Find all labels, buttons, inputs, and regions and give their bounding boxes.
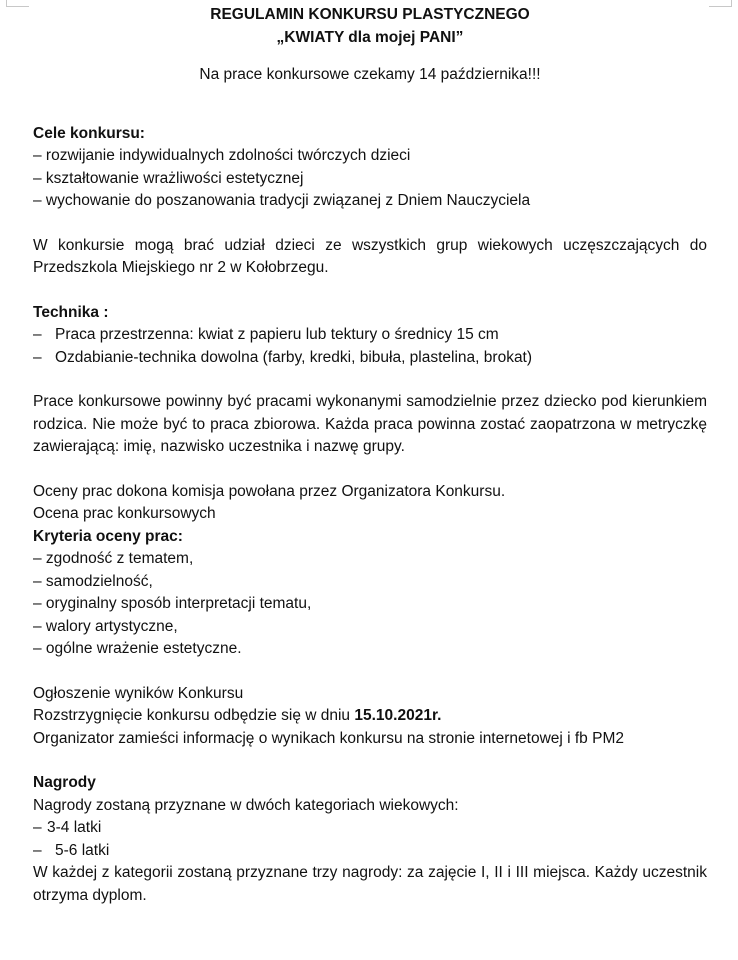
criteria-list bbox=[33, 548, 707, 661]
technique-item bbox=[33, 324, 707, 347]
list-dash: – bbox=[33, 348, 42, 366]
list-dash: – bbox=[33, 326, 42, 343]
goal-item: – wychowanie do poszanowania tradycji związanej z Dniem Nauczyciela bbox=[33, 192, 531, 209]
results-heading: Ogłoszenie wyników Konkursu bbox=[33, 684, 244, 702]
technique-item-text: Praca przestrzenna: kwiat z papieru lub tektury o średnicy 15 cm bbox=[55, 326, 499, 343]
technique-section bbox=[33, 302, 707, 370]
eligibility-paragraph: W konkursie mogą brać udział dzieci ze wszystkich grup wiekowych uczęszczających do Przedszkola Miejskiego nr 2 w Kołobrzegu. bbox=[33, 236, 707, 276]
page-corner-mark-right bbox=[709, 0, 732, 7]
criteria-item: – walory artystyczne, bbox=[33, 617, 178, 635]
criteria-item: – samodzielność, bbox=[33, 572, 153, 590]
criteria-item: – ogólne wrażenie estetyczne. bbox=[33, 640, 242, 657]
evaluation-committee-line: Oceny prac dokona komisja powołana przez Organizatora Konkursu. bbox=[33, 482, 506, 500]
document-page bbox=[33, 4, 707, 907]
results-date: 15.10.2021r. bbox=[354, 707, 442, 724]
results-info: Organizator zamieści informację o wynikach konkursu na stronie internetowej i fb PM2 bbox=[33, 729, 624, 747]
goals-list bbox=[33, 145, 707, 213]
award-category-item bbox=[33, 840, 707, 863]
list-dash: – bbox=[33, 819, 42, 836]
document-title: REGULAMIN KONKURSU PLASTYCZNEGO bbox=[210, 6, 530, 23]
list-dash: – bbox=[33, 841, 42, 859]
awards-closing-paragraph: W każdej z kategorii zostaną przyznane trzy nagrody: za zajęcie I, II i III miejsca. Każdy uczestnik otrzyma dyplom. bbox=[33, 864, 707, 904]
technique-list bbox=[33, 324, 707, 369]
goals-heading: Cele konkursu: bbox=[33, 124, 145, 142]
awards-heading: Nagrody bbox=[33, 774, 96, 791]
results-date-prefix: Rozstrzygnięcie konkursu odbędzie się w dniu bbox=[33, 707, 355, 724]
technique-item bbox=[33, 347, 707, 370]
award-categories-list bbox=[33, 817, 707, 862]
awards-section bbox=[33, 772, 707, 907]
awards-intro: Nagrody zostaną przyznane w dwóch kategoriach wiekowych: bbox=[33, 796, 459, 814]
goal-item: – rozwijanie indywidualnych zdolności twórczych dzieci bbox=[33, 147, 411, 164]
criteria-heading: Kryteria oceny prac: bbox=[33, 527, 183, 545]
evaluation-subheading: Ocena prac konkursowych bbox=[33, 505, 216, 522]
document-subtitle: „KWIATY dla mojej PANI” bbox=[276, 28, 464, 46]
technique-item-text: Ozdabianie-technika dowolna (farby, kredki, bibuła, plastelina, brokat) bbox=[55, 348, 533, 366]
criteria-item: – zgodność z tematem, bbox=[33, 550, 194, 567]
page-corner-mark-left bbox=[6, 0, 29, 7]
goal-item: – kształtowanie wrażliwości estetycznej bbox=[33, 169, 304, 187]
deadline-note: Na prace konkursowe czekamy 14 października!!! bbox=[199, 66, 541, 83]
award-category-text: 3-4 latki bbox=[47, 819, 102, 836]
award-category-text: 5-6 latki bbox=[55, 841, 110, 859]
technique-heading: Technika : bbox=[33, 303, 109, 321]
evaluation-section bbox=[33, 481, 707, 661]
award-category-item bbox=[33, 817, 707, 840]
requirements-paragraph: Prace konkursowe powinny być pracami wykonanymi samodzielnie przez dziecko pod kierunkiem rodzica. Nie może być to praca zbiorowa. Każda praca powinna zostać zaopatrzona w metryczkę zawierającą: imię, nazwisko uczestnika i nazwę grupy. bbox=[33, 393, 707, 455]
goals-section bbox=[33, 123, 707, 213]
results-date-line bbox=[33, 705, 707, 728]
criteria-item: – oryginalny sposób interpretacji tematu, bbox=[33, 595, 312, 612]
results-section bbox=[33, 683, 707, 751]
